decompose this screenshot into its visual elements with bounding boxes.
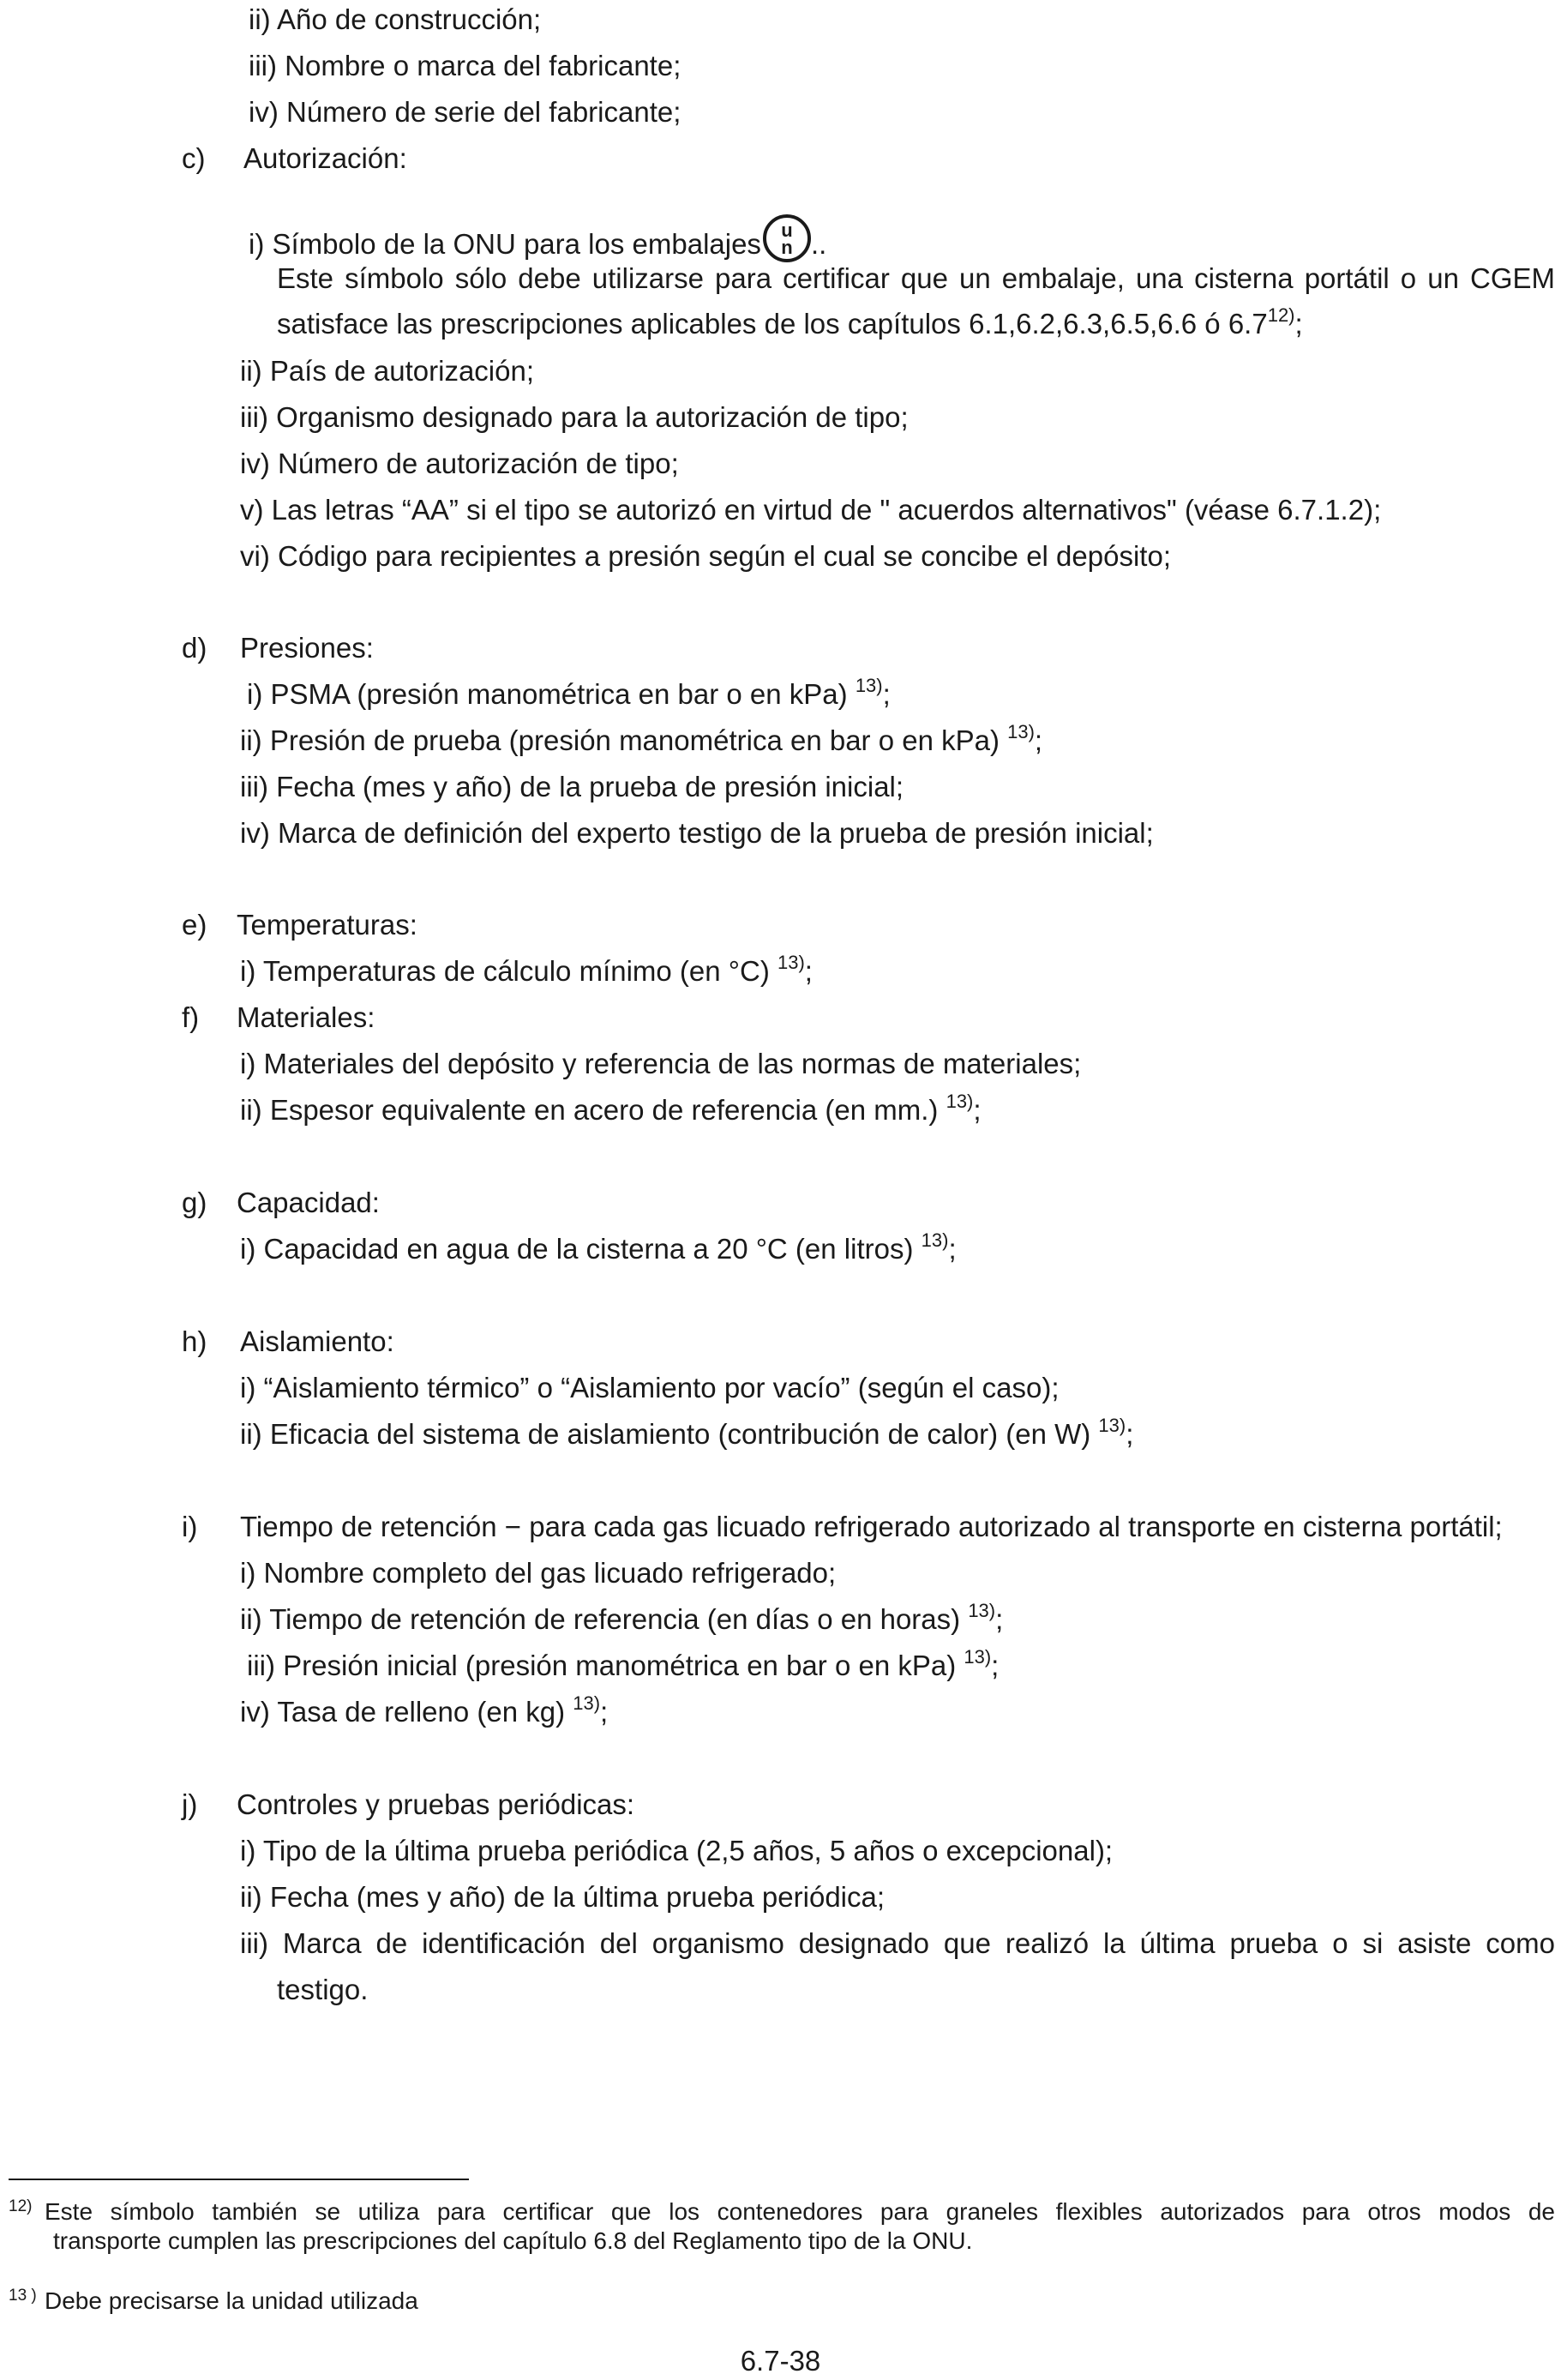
b-item-iv: iv) Número de serie del fabricante; (249, 96, 681, 128)
i-item-iii: iii) Presión inicial (presión manométrica en bar o en kPa) $^{13)}$; (247, 1646, 1000, 1681)
c-item-iv: iv) Número de autorización de tipo; (240, 448, 679, 479)
c-item-ii: ii) País de autorización; (240, 355, 535, 387)
section-j-letter: j) (182, 1788, 198, 1820)
footnote-12 (9, 2197, 1555, 2256)
j-item-iii-line1: iii) Marca de identificación del organismo designado que realizó la última prueba o si asiste como (240, 1927, 1555, 1959)
f-item-i: i) Materiales del depósito y referencia de las normas de materiales; (240, 1048, 1082, 1079)
section-j-heading: Controles y pruebas periódicas: (237, 1788, 635, 1820)
footnote-ref-13: 13) (968, 1600, 996, 1621)
section-h-letter: h) (182, 1325, 207, 1357)
footnote-ref-13: 13) (1007, 721, 1035, 742)
section-g-heading: Capacidad: (237, 1187, 380, 1218)
i-item-i: i) Nombre completo del gas licuado refrigerado; (240, 1557, 837, 1589)
section-g-letter: g) (182, 1187, 207, 1218)
page-number: 6.7-38 (740, 2345, 821, 2377)
footnote-ref-12: 12) (1267, 304, 1295, 326)
c-item-i (249, 214, 826, 262)
g-item-i: i) Capacidad en agua de la cisterna a 20 °C (en litros) $^{13)}$; (240, 1229, 957, 1265)
i-item-iv: iv) Tasa de relleno (en kg) $^{13)}$; (240, 1692, 609, 1728)
b-item-iii: iii) Nombre o marca del fabricante; (249, 50, 681, 81)
footnote-12-line1: Este símbolo también se utiliza para certificar que los contenedores para graneles flexibles autorizados para otros modos de (45, 2198, 1555, 2225)
j-item-iii-line2: testigo. (277, 1974, 369, 2005)
d-item-i: i) PSMA (presión manométrica en bar o en kPa) $^{13)}$; (247, 675, 891, 710)
section-c-heading: Autorización: (243, 142, 407, 174)
footnote-ref-13: 13) (964, 1646, 992, 1668)
c-item-v: v) Las letras “AA” si el tipo se autorizó en virtud de " acuerdos alternativos" (véase 6.7.1.2); (240, 494, 1382, 526)
section-h-heading: Aislamiento: (240, 1325, 394, 1357)
e-item-i: i) Temperaturas de cálculo mínimo (en °C) $^{13)}$; (240, 952, 813, 987)
j-item-i: i) Tipo de la última prueba periódica (2,5 años, 5 años o excepcional); (240, 1835, 1114, 1866)
c-note-line2: satisface las prescripciones aplicables de los capítulos 6.1,6.2,6.3,6.5,6.6 ó 6.7$^{12)}$; (277, 304, 1303, 340)
footnote-12-line2: transporte cumplen las prescripciones del capítulo 6.8 del Reglamento tipo de la ONU. (53, 2227, 973, 2254)
j-item-ii: ii) Fecha (mes y año) de la última prueba periódica; (240, 1881, 886, 1913)
section-f-heading: Materiales: (237, 1001, 375, 1033)
h-item-i: i) “Aislamiento térmico” o “Aislamiento por vacío” (según el caso); (240, 1372, 1060, 1403)
c-item-i-after: .. (810, 228, 827, 260)
c-item-i-text: i) Símbolo de la ONU para los embalajes (249, 228, 761, 260)
c-item-vi: vi) Código para recipientes a presión según el cual se concibe el depósito; (240, 540, 1171, 572)
section-c-letter: c) (182, 142, 206, 174)
footnote-ref-13: 13) (573, 1692, 601, 1714)
footnote-13 (9, 2287, 1555, 2316)
section-e-heading: Temperaturas: (237, 909, 417, 941)
section-d-heading: Presiones: (240, 632, 374, 664)
footnote-12-mark: 12) (9, 2197, 33, 2215)
footnote-ref-13: 13) (1098, 1415, 1126, 1436)
d-item-iv: iv) Marca de definición del experto testigo de la prueba de presión inicial; (240, 817, 1154, 849)
footnote-ref-13: 13) (921, 1229, 949, 1251)
un-packaging-symbol-icon: u n (763, 214, 811, 262)
d-item-ii: ii) Presión de prueba (presión manométrica en bar o en kPa) $^{13)}$; (240, 721, 1043, 756)
i-item-ii: ii) Tiempo de retención de referencia (en días o en horas) $^{13)}$; (240, 1600, 1004, 1635)
c-note-line1: Este símbolo sólo debe utilizarse para certificar que un embalaje, una cisterna portátil o un CGEM (277, 262, 1555, 294)
footnote-ref-13: 13) (946, 1091, 974, 1112)
h-item-ii: ii) Eficacia del sistema de aislamiento (contribución de calor) (en W) $^{13)}$; (240, 1415, 1134, 1450)
f-item-ii: ii) Espesor equivalente en acero de referencia (en mm.) $^{13)}$; (240, 1091, 982, 1126)
section-f-letter: f) (182, 1001, 200, 1033)
b-item-ii: ii) Año de construcción; (249, 3, 542, 35)
section-i-letter: i) (182, 1511, 198, 1542)
footnote-rule (9, 2179, 469, 2180)
c-item-iii: iii) Organismo designado para la autorización de tipo; (240, 401, 909, 433)
section-e-letter: e) (182, 909, 207, 941)
section-i-heading: Tiempo de retención − para cada gas licuado refrigerado autorizado al transporte en cisterna portátil; (240, 1511, 1503, 1542)
footnote-ref-13: 13) (855, 675, 883, 696)
footnote-ref-13: 13) (777, 952, 805, 973)
d-item-iii: iii) Fecha (mes y año) de la prueba de presión inicial; (240, 771, 904, 802)
footnote-13-text: Debe precisarse la unidad utilizada (45, 2287, 418, 2314)
section-d-letter: d) (182, 632, 207, 664)
footnote-13-mark: 13 ) (9, 2287, 37, 2305)
